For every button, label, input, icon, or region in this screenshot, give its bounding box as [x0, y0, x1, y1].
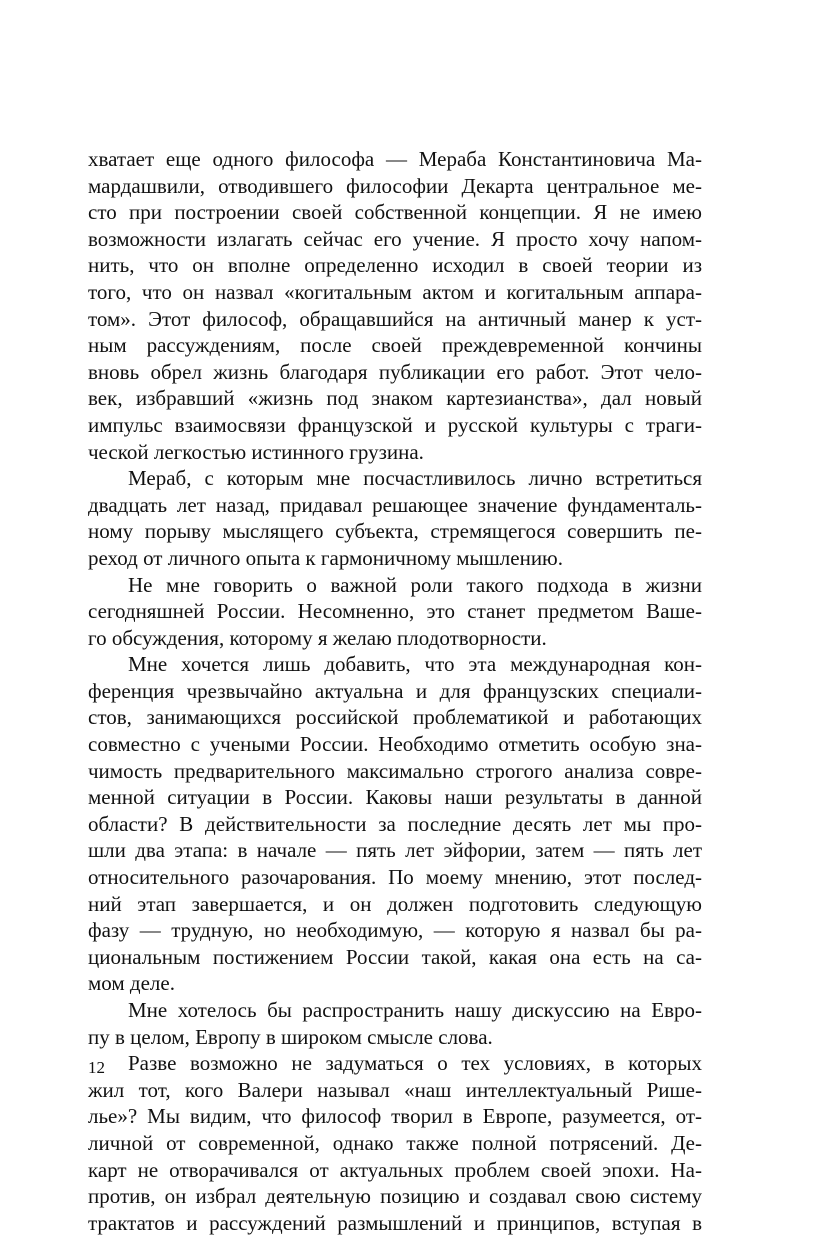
text-line: Мераб, с которым мне посчастливилось лично встретиться: [128, 466, 702, 491]
text-line: реход от личного опыта к гармоничному мышлению.: [88, 545, 563, 570]
text-line: стов, занимающихся российской проблематикой и работающих: [88, 705, 702, 730]
text-line: фазу — трудную, но необходимую, — которую я назвал бы ра-: [88, 918, 702, 943]
text-line: лье»? Мы видим, что философ творил в Европе, разумеется, от-: [88, 1104, 702, 1129]
text-line: чимость предварительного максимально строгого анализа совре-: [88, 758, 702, 783]
text-line: менной ситуации в России. Каковы наши результаты в данной: [88, 785, 702, 810]
text-line: хватает еще одного философа — Мераба Константиновича Ма-: [88, 147, 702, 171]
text-line: Мне хочется лишь добавить, что эта международная кон-: [128, 652, 702, 677]
text-line: Не мне говорить о важной роли такого подхода в жизни: [128, 572, 702, 597]
text-line: ний этап завершается, и он должен подготовить следующую: [88, 891, 702, 916]
text-line: мардашвили, отводившего философии Декарта центральное ме-: [88, 173, 702, 198]
text-line: шли два этапа: в начале — пять лет эйфории, затем — пять лет: [88, 838, 702, 863]
text-line: двадцать лет назад, придавал решающее значение фундаменталь-: [88, 492, 702, 517]
text-line: сегодняшней России. Несомненно, это станет предметом Ваше-: [88, 599, 702, 624]
text-line: жил тот, кого Валери называл «наш интеллектуальный Рише-: [88, 1077, 702, 1102]
text-line: век, избравший «жизнь под знаком картезианства», дал новый: [88, 386, 702, 411]
text-line: личной от современной, однако также полной потрясений. Де-: [88, 1130, 702, 1155]
text-line: против, он избрал деятельную позицию и создавал свою систему: [88, 1184, 702, 1209]
text-line: пу в целом, Европу в широком смысле слова.: [88, 1024, 493, 1049]
text-line: относительного разочарования. По моему мнению, этот послед-: [88, 865, 702, 890]
text-line: того, что он назвал «когитальным актом и когитальным аппара-: [88, 279, 702, 304]
text-line: Разве возможно не задуматься о тех условиях, в которых: [128, 1051, 702, 1076]
text-line: ному порыву мыслящего субъекта, стремящегося совершить пе-: [88, 519, 702, 544]
text-line: возможности излагать сейчас его учение. Я просто хочу напом-: [88, 226, 702, 251]
text-line: ным рассуждениям, после своей преждевременной кончины: [88, 333, 702, 358]
text-line: вновь обрел жизнь благодаря публикации его работ. Этот чело-: [88, 359, 702, 384]
text-line: трактатов и рассуждений размышлений и принципов, вступая в: [88, 1210, 702, 1235]
text-line: карт не отворачивался от актуальных проблем своей эпохи. На-: [88, 1157, 702, 1182]
text-line: циональным постижением России такой, какая она есть на са-: [88, 944, 702, 969]
text-line: ференция чрезвычайно актуальна и для французских специали-: [88, 678, 702, 703]
text-line: нить, что он вполне определенно исходил в своей теории из: [88, 253, 702, 278]
body-text: [88, 146, 702, 1236]
text-line: Мне хотелось бы распространить нашу дискуссию на Евро-: [128, 998, 702, 1022]
page-number: 12: [88, 1058, 105, 1077]
text-line: сто при построении своей собственной концепции. Я не имею: [88, 200, 702, 225]
text-line: совместно с учеными России. Необходимо отметить особую зна-: [88, 732, 702, 757]
text-line: том». Этот философ, обращавшийся на античный манер к уст-: [88, 306, 702, 331]
text-line: области? В действительности за последние десять лет мы про-: [88, 811, 702, 836]
text-line: го обсуждения, которому я желаю плодотворности.: [88, 625, 547, 650]
text-line: ческой легкостью истинного грузина.: [88, 439, 424, 464]
text-line: мом деле.: [88, 971, 175, 996]
text-line: импульс взаимосвязи французской и русской культуры с траги-: [88, 412, 702, 437]
